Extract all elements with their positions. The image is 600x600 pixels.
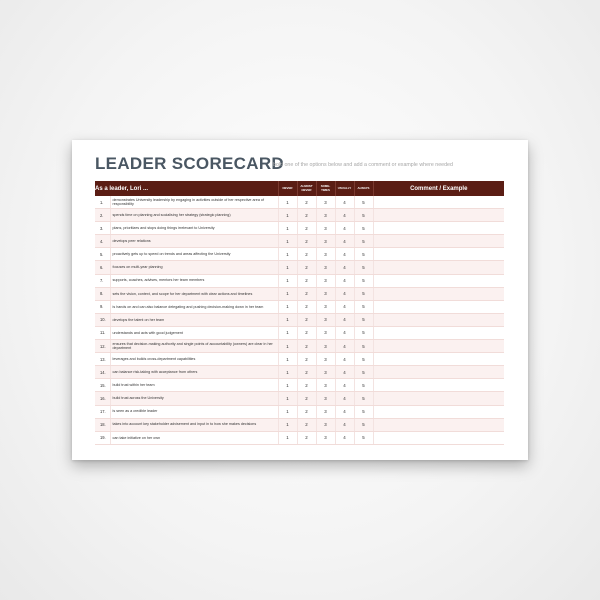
row-statement: spends time on planning and socialising her strategy (strategic planning) bbox=[110, 209, 278, 222]
rating-option-3[interactable]: 3 bbox=[316, 313, 335, 326]
rating-option-1[interactable]: 1 bbox=[278, 326, 297, 339]
rating-option-3[interactable]: 3 bbox=[316, 392, 335, 405]
rating-option-4[interactable]: 4 bbox=[335, 248, 354, 261]
rating-option-4[interactable]: 4 bbox=[335, 235, 354, 248]
rating-option-2[interactable]: 2 bbox=[297, 209, 316, 222]
table-row bbox=[95, 340, 504, 353]
table-row bbox=[95, 405, 504, 418]
rating-option-1[interactable]: 1 bbox=[278, 313, 297, 326]
rating-option-2[interactable]: 2 bbox=[297, 274, 316, 287]
row-statement: understands and acts with good judgement bbox=[110, 326, 278, 339]
comment-cell[interactable] bbox=[373, 418, 504, 431]
rating-option-3[interactable]: 3 bbox=[316, 405, 335, 418]
option-header-never: NEVER bbox=[278, 181, 297, 196]
table-row bbox=[95, 248, 504, 261]
rating-option-4[interactable]: 4 bbox=[335, 340, 354, 353]
comment-cell[interactable] bbox=[373, 196, 504, 209]
rating-option-5[interactable]: 5 bbox=[354, 196, 373, 209]
rating-option-2[interactable]: 2 bbox=[297, 235, 316, 248]
rating-option-1[interactable]: 1 bbox=[278, 235, 297, 248]
table-row bbox=[95, 353, 504, 366]
scorecard-body bbox=[95, 196, 504, 444]
row-number: 8. bbox=[95, 287, 110, 300]
row-number: 13. bbox=[95, 353, 110, 366]
table-row bbox=[95, 379, 504, 392]
row-statement: focuses on multi-year planning bbox=[110, 261, 278, 274]
table-row bbox=[95, 222, 504, 235]
comment-cell[interactable] bbox=[373, 366, 504, 379]
comment-column-header: Comment / Example bbox=[373, 181, 504, 196]
rating-option-3[interactable]: 3 bbox=[316, 326, 335, 339]
rating-option-5[interactable]: 5 bbox=[354, 313, 373, 326]
row-statement: develops the talent on her team bbox=[110, 313, 278, 326]
rating-option-1[interactable]: 1 bbox=[278, 379, 297, 392]
leader-column-header: As a leader, Lori ... bbox=[95, 181, 278, 196]
row-statement: sets the vision, context, and scope for her department with clear actions and timelines bbox=[110, 287, 278, 300]
rating-option-3[interactable]: 3 bbox=[316, 287, 335, 300]
row-statement: demonstrates University leadership by engaging in activities outside of her respective area of responsibility bbox=[110, 196, 278, 209]
rating-option-3[interactable]: 3 bbox=[316, 235, 335, 248]
rating-option-1[interactable]: 1 bbox=[278, 261, 297, 274]
row-statement: is hands on and can also balance delegating and pushing decision-making down in her team bbox=[110, 300, 278, 313]
rating-option-1[interactable]: 1 bbox=[278, 222, 297, 235]
table-row bbox=[95, 235, 504, 248]
rating-option-3[interactable]: 3 bbox=[316, 261, 335, 274]
rating-option-4[interactable]: 4 bbox=[335, 326, 354, 339]
row-number: 3. bbox=[95, 222, 110, 235]
comment-cell[interactable] bbox=[373, 274, 504, 287]
comment-cell[interactable] bbox=[373, 235, 504, 248]
rating-option-1[interactable]: 1 bbox=[278, 353, 297, 366]
row-number: 15. bbox=[95, 379, 110, 392]
comment-cell[interactable] bbox=[373, 379, 504, 392]
rating-option-5[interactable]: 5 bbox=[354, 300, 373, 313]
comment-cell[interactable] bbox=[373, 300, 504, 313]
row-number: 6. bbox=[95, 261, 110, 274]
rating-option-2[interactable]: 2 bbox=[297, 248, 316, 261]
row-statement: proactively gets up to speed on trends and areas affecting the University bbox=[110, 248, 278, 261]
rating-option-5[interactable]: 5 bbox=[354, 353, 373, 366]
row-number: 9. bbox=[95, 300, 110, 313]
rating-option-5[interactable]: 5 bbox=[354, 274, 373, 287]
rating-option-5[interactable]: 5 bbox=[354, 431, 373, 444]
comment-cell[interactable] bbox=[373, 248, 504, 261]
row-number: 19. bbox=[95, 431, 110, 444]
comment-cell[interactable] bbox=[373, 353, 504, 366]
row-number: 14. bbox=[95, 366, 110, 379]
rating-option-1[interactable]: 1 bbox=[278, 287, 297, 300]
row-number: 1. bbox=[95, 196, 110, 209]
rating-option-5[interactable]: 5 bbox=[354, 235, 373, 248]
rating-option-2[interactable]: 2 bbox=[297, 222, 316, 235]
comment-cell[interactable] bbox=[373, 326, 504, 339]
rating-option-4[interactable]: 4 bbox=[335, 366, 354, 379]
rating-option-2[interactable]: 2 bbox=[297, 366, 316, 379]
row-number: 11. bbox=[95, 326, 110, 339]
comment-cell[interactable] bbox=[373, 287, 504, 300]
table-row bbox=[95, 418, 504, 431]
rating-option-1[interactable]: 1 bbox=[278, 196, 297, 209]
rating-option-2[interactable]: 2 bbox=[297, 418, 316, 431]
table-row bbox=[95, 274, 504, 287]
row-statement: develops peer relations bbox=[110, 235, 278, 248]
rating-option-2[interactable]: 2 bbox=[297, 405, 316, 418]
table-row bbox=[95, 313, 504, 326]
rating-option-2[interactable]: 2 bbox=[297, 287, 316, 300]
rating-option-1[interactable]: 1 bbox=[278, 274, 297, 287]
row-statement: can balance risk-taking with acceptance from others bbox=[110, 366, 278, 379]
option-header-sometimes: SOME-TIMES bbox=[316, 181, 335, 196]
rating-option-4[interactable]: 4 bbox=[335, 353, 354, 366]
rating-option-2[interactable]: 2 bbox=[297, 326, 316, 339]
rating-option-5[interactable]: 5 bbox=[354, 209, 373, 222]
rating-option-3[interactable]: 3 bbox=[316, 340, 335, 353]
rating-option-3[interactable]: 3 bbox=[316, 209, 335, 222]
row-number: 10. bbox=[95, 313, 110, 326]
comment-cell[interactable] bbox=[373, 261, 504, 274]
rating-option-1[interactable]: 1 bbox=[278, 248, 297, 261]
scorecard-table bbox=[95, 181, 504, 445]
rating-option-2[interactable]: 2 bbox=[297, 379, 316, 392]
rating-option-5[interactable]: 5 bbox=[354, 248, 373, 261]
rating-option-4[interactable]: 4 bbox=[335, 418, 354, 431]
table-row bbox=[95, 392, 504, 405]
rating-option-1[interactable]: 1 bbox=[278, 366, 297, 379]
row-number: 4. bbox=[95, 235, 110, 248]
rating-option-1[interactable]: 1 bbox=[278, 340, 297, 353]
row-number: 2. bbox=[95, 209, 110, 222]
rating-option-2[interactable]: 2 bbox=[297, 431, 316, 444]
rating-option-4[interactable]: 4 bbox=[335, 379, 354, 392]
row-statement: ensures that decision-making authority and single points of accountability (owners) are clear in her department bbox=[110, 340, 278, 353]
rating-option-4[interactable]: 4 bbox=[335, 287, 354, 300]
comment-cell[interactable] bbox=[373, 392, 504, 405]
rating-option-2[interactable]: 2 bbox=[297, 300, 316, 313]
table-header-row bbox=[95, 181, 504, 196]
rating-option-1[interactable]: 1 bbox=[278, 405, 297, 418]
rating-option-4[interactable]: 4 bbox=[335, 196, 354, 209]
rating-option-5[interactable]: 5 bbox=[354, 340, 373, 353]
rating-option-4[interactable]: 4 bbox=[335, 222, 354, 235]
row-statement: build trust within her team bbox=[110, 379, 278, 392]
comment-cell[interactable] bbox=[373, 313, 504, 326]
option-header-usually: USUALLY bbox=[335, 181, 354, 196]
rating-option-3[interactable]: 3 bbox=[316, 353, 335, 366]
row-statement: plans, prioritizes and stops doing things irrelevant to University bbox=[110, 222, 278, 235]
table-row bbox=[95, 300, 504, 313]
rating-option-3[interactable]: 3 bbox=[316, 300, 335, 313]
rating-option-4[interactable]: 4 bbox=[335, 405, 354, 418]
row-number: 16. bbox=[95, 392, 110, 405]
comment-cell[interactable] bbox=[373, 209, 504, 222]
rating-option-5[interactable]: 5 bbox=[354, 326, 373, 339]
table-row bbox=[95, 366, 504, 379]
table-row bbox=[95, 431, 504, 444]
rating-option-2[interactable]: 2 bbox=[297, 392, 316, 405]
row-statement: can take initiative on her own bbox=[110, 431, 278, 444]
rating-option-1[interactable]: 1 bbox=[278, 431, 297, 444]
table-row bbox=[95, 326, 504, 339]
rating-option-5[interactable]: 5 bbox=[354, 287, 373, 300]
rating-option-4[interactable]: 4 bbox=[335, 431, 354, 444]
rating-option-1[interactable]: 1 bbox=[278, 392, 297, 405]
row-statement: supports, coaches, advises, mentors her team members bbox=[110, 274, 278, 287]
comment-cell[interactable] bbox=[373, 340, 504, 353]
rating-option-4[interactable]: 4 bbox=[335, 209, 354, 222]
row-number: 17. bbox=[95, 405, 110, 418]
comment-cell[interactable] bbox=[373, 431, 504, 444]
rating-option-2[interactable]: 2 bbox=[297, 196, 316, 209]
rating-option-1[interactable]: 1 bbox=[278, 418, 297, 431]
table-row bbox=[95, 196, 504, 209]
rating-option-3[interactable]: 3 bbox=[316, 196, 335, 209]
rating-option-2[interactable]: 2 bbox=[297, 353, 316, 366]
rating-option-1[interactable]: 1 bbox=[278, 300, 297, 313]
rating-option-5[interactable]: 5 bbox=[354, 379, 373, 392]
option-header-always: ALWAYS bbox=[354, 181, 373, 196]
row-number: 18. bbox=[95, 418, 110, 431]
table-row bbox=[95, 209, 504, 222]
rating-option-5[interactable]: 5 bbox=[354, 261, 373, 274]
row-statement: takes into account key stakeholder advisement and input in to how she makes decisions bbox=[110, 418, 278, 431]
rating-option-2[interactable]: 2 bbox=[297, 261, 316, 274]
rating-option-2[interactable]: 2 bbox=[297, 340, 316, 353]
row-number: 7. bbox=[95, 274, 110, 287]
option-header-almost-never: ALMOST NEVER bbox=[297, 181, 316, 196]
rating-option-3[interactable]: 3 bbox=[316, 274, 335, 287]
rating-option-5[interactable]: 5 bbox=[354, 418, 373, 431]
rating-option-1[interactable]: 1 bbox=[278, 209, 297, 222]
rating-option-3[interactable]: 3 bbox=[316, 418, 335, 431]
rating-option-4[interactable]: 4 bbox=[335, 300, 354, 313]
rating-option-3[interactable]: 3 bbox=[316, 366, 335, 379]
rating-option-3[interactable]: 3 bbox=[316, 248, 335, 261]
page-title: LEADER SCORECARD bbox=[95, 154, 284, 173]
row-statement: is seen as a credible leader bbox=[110, 405, 278, 418]
row-number: 12. bbox=[95, 340, 110, 353]
rating-option-2[interactable]: 2 bbox=[297, 313, 316, 326]
rating-option-5[interactable]: 5 bbox=[354, 392, 373, 405]
table-row bbox=[95, 261, 504, 274]
row-statement: build trust across the University bbox=[110, 392, 278, 405]
comment-cell[interactable] bbox=[373, 405, 504, 418]
comment-cell[interactable] bbox=[373, 222, 504, 235]
rating-option-5[interactable]: 5 bbox=[354, 405, 373, 418]
scorecard-sheet bbox=[72, 140, 528, 460]
rating-option-4[interactable]: 4 bbox=[335, 392, 354, 405]
rating-option-3[interactable]: 3 bbox=[316, 222, 335, 235]
table-row bbox=[95, 287, 504, 300]
rating-option-4[interactable]: 4 bbox=[335, 313, 354, 326]
rating-option-4[interactable]: 4 bbox=[335, 274, 354, 287]
rating-option-4[interactable]: 4 bbox=[335, 261, 354, 274]
row-number: 5. bbox=[95, 248, 110, 261]
rating-option-3[interactable]: 3 bbox=[316, 431, 335, 444]
rating-option-3[interactable]: 3 bbox=[316, 379, 335, 392]
rating-option-5[interactable]: 5 bbox=[354, 222, 373, 235]
rating-option-5[interactable]: 5 bbox=[354, 366, 373, 379]
page-subtitle: bold one of the options below and add a comment or example where needed bbox=[273, 162, 453, 168]
row-statement: leverages and builds cross-department capabilities bbox=[110, 353, 278, 366]
